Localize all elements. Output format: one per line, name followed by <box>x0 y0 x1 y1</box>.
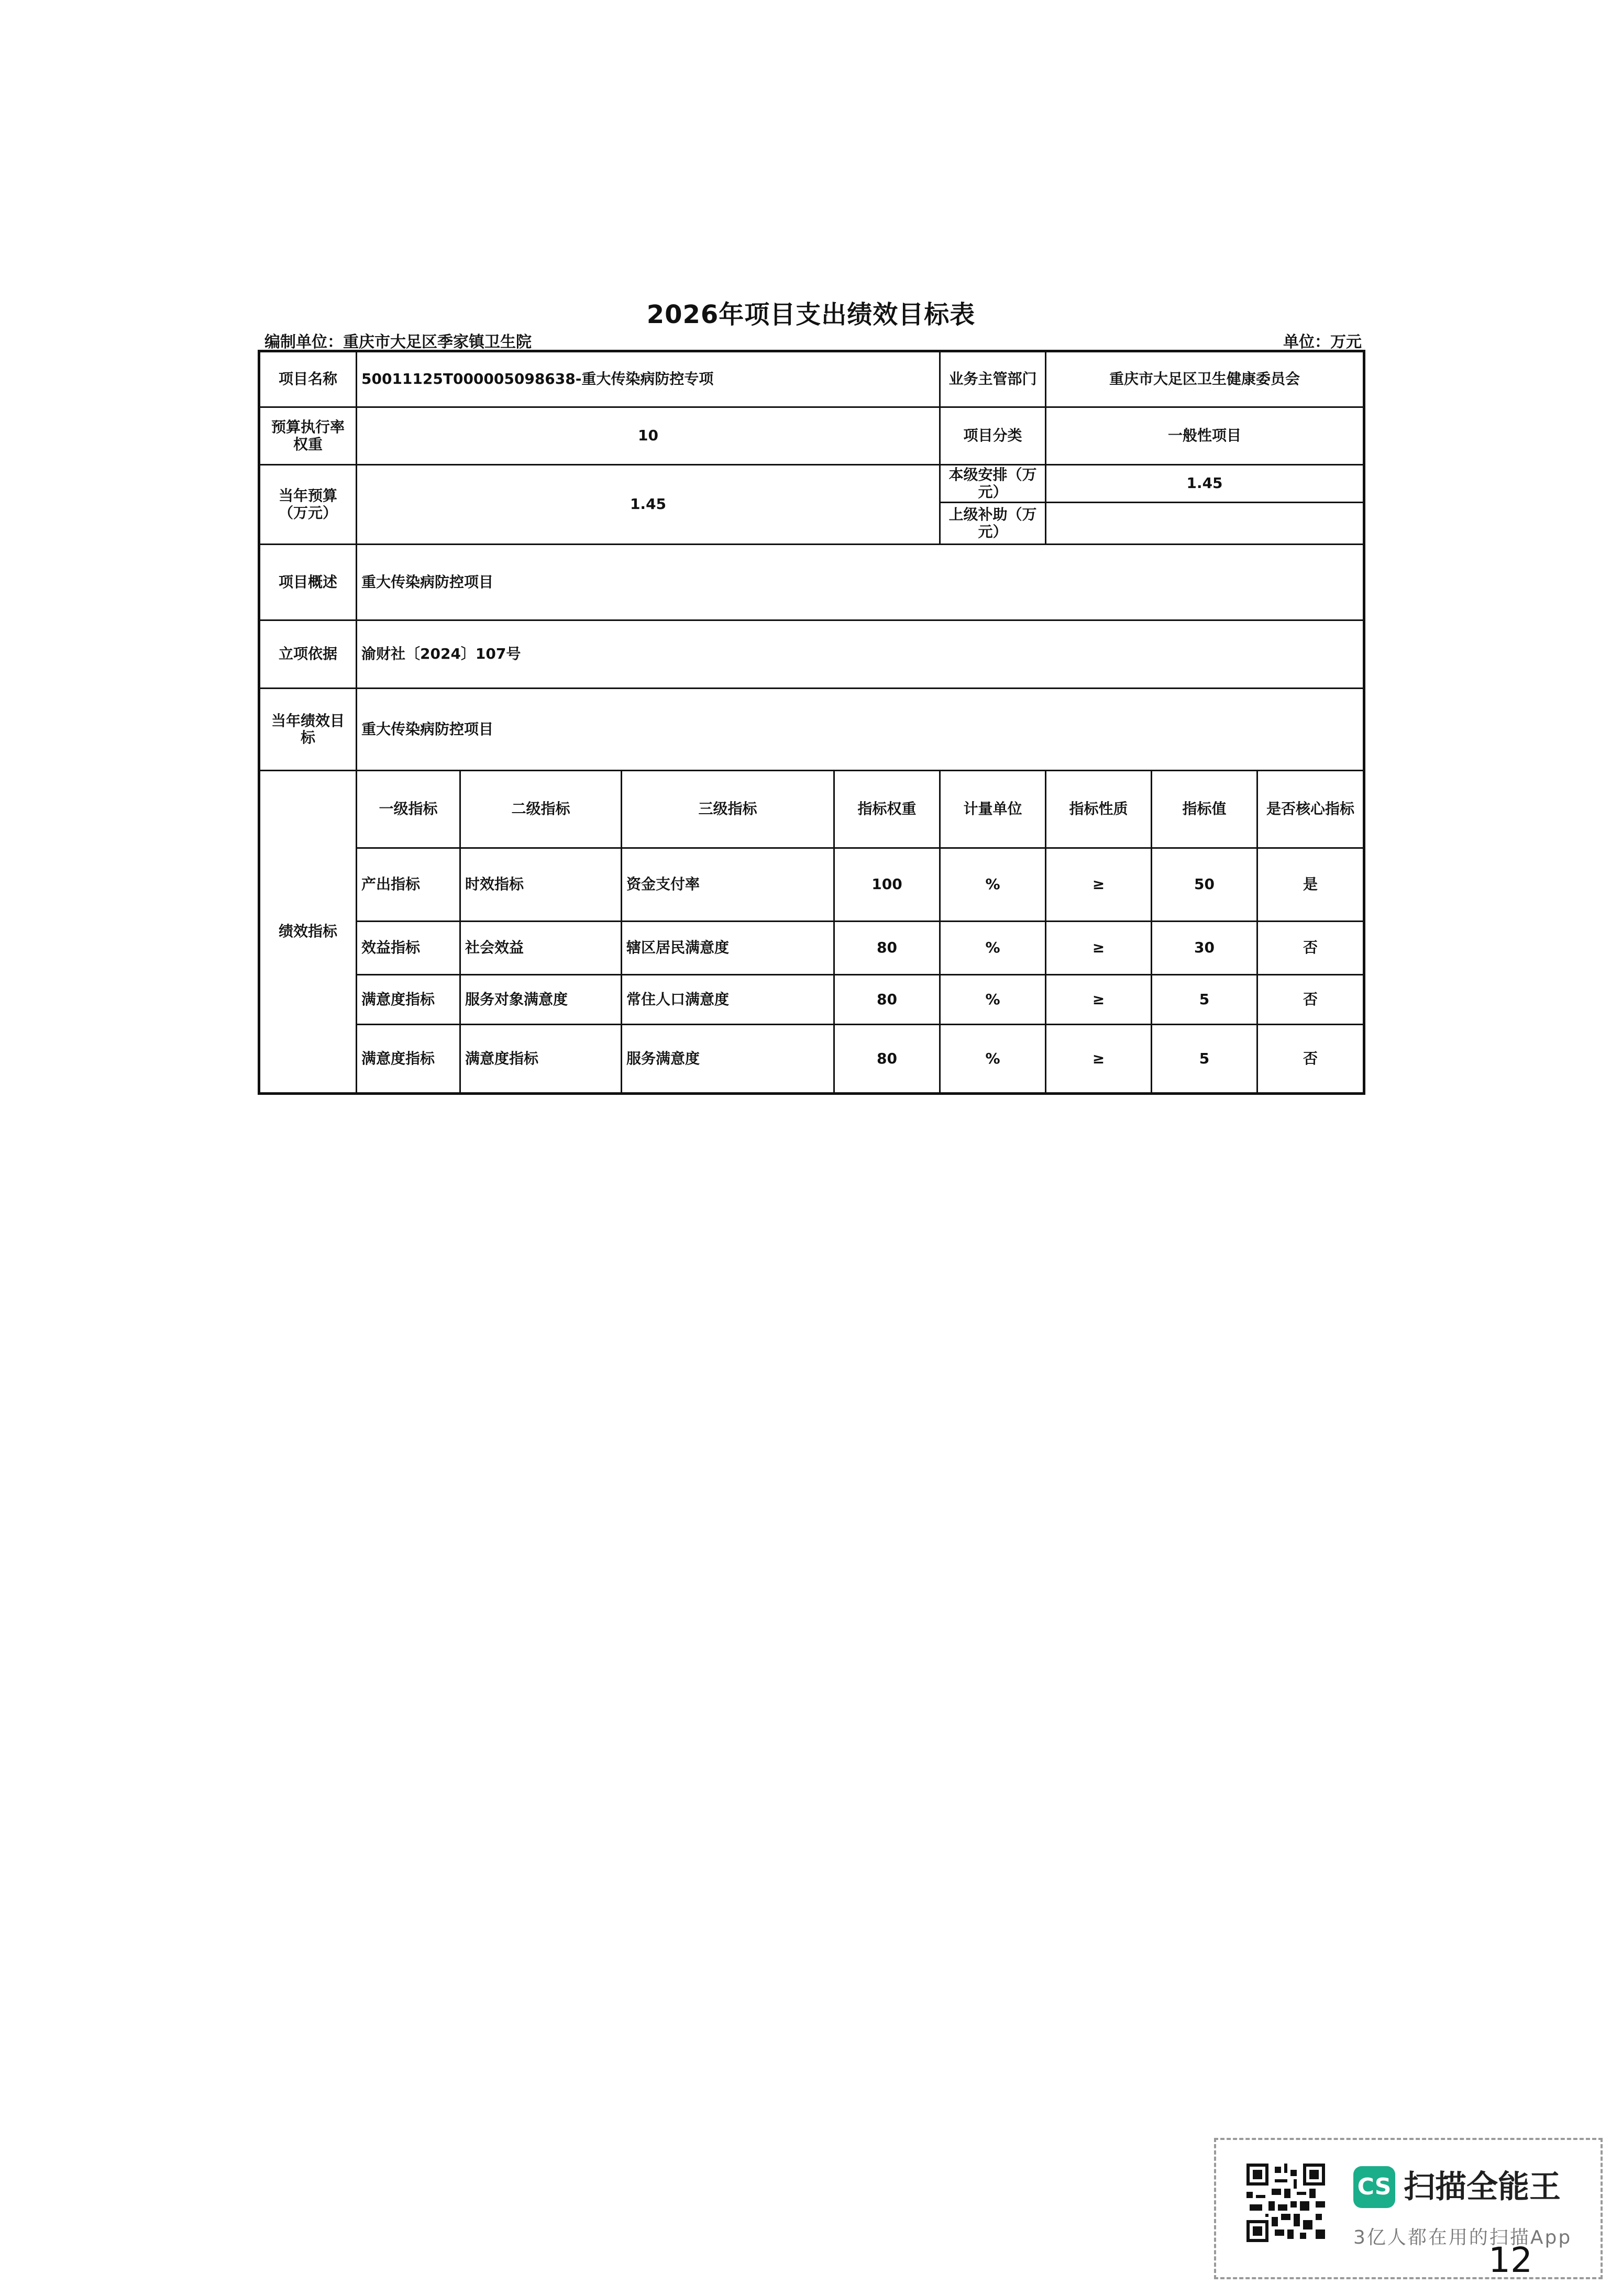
money-unit: 单位：万元 <box>1283 333 1362 351</box>
indicator-header: 三级指标 <box>622 771 834 848</box>
indicator-level2: 服务对象满意度 <box>460 975 622 1025</box>
basis-value: 渝财社〔2024〕107号 <box>357 620 1364 689</box>
indicator-level3: 辖区居民满意度 <box>622 922 834 975</box>
indicator-header: 是否核心指标 <box>1257 771 1364 848</box>
indicator-nature: ≥ <box>1046 922 1152 975</box>
indicator-level1: 满意度指标 <box>357 975 460 1025</box>
indicator-level3: 服务满意度 <box>622 1025 834 1094</box>
indicator-value: 5 <box>1152 1025 1257 1094</box>
upper-value <box>1046 503 1364 545</box>
indicator-core: 否 <box>1257 1025 1364 1094</box>
indicator-core: 否 <box>1257 922 1364 975</box>
category-value: 一般性项目 <box>1046 407 1364 465</box>
indicator-weight: 80 <box>834 975 940 1025</box>
indicator-unit: % <box>940 922 1046 975</box>
indicator-unit: % <box>940 975 1046 1025</box>
indicator-core: 否 <box>1257 975 1364 1025</box>
indicator-header: 一级指标 <box>357 771 460 848</box>
indicator-header: 指标权重 <box>834 771 940 848</box>
indicator-header: 二级指标 <box>460 771 622 848</box>
indicator-value: 30 <box>1152 922 1257 975</box>
category-label: 项目分类 <box>940 407 1046 465</box>
qr-code-icon <box>1246 2164 1325 2242</box>
indicator-level3: 常住人口满意度 <box>622 975 834 1025</box>
dept-value: 重庆市大足区卫生健康委员会 <box>1046 351 1364 407</box>
dept-label: 业务主管部门 <box>940 351 1046 407</box>
brand-slogan: 3亿人都在用的扫描App <box>1353 2227 1572 2248</box>
performance-table <box>258 350 1365 1095</box>
indicator-level2: 时效指标 <box>460 848 622 922</box>
goal-label: 当年绩效目标 <box>259 689 357 771</box>
indicator-nature: ≥ <box>1046 975 1152 1025</box>
camscanner-logo: CS <box>1353 2166 1395 2208</box>
indicator-weight: 80 <box>834 922 940 975</box>
unit-org-value: 重庆市大足区季家镇卫生院 <box>343 333 532 351</box>
brand-name: 扫描全能王 <box>1404 2169 1561 2205</box>
indicator-core: 是 <box>1257 848 1364 922</box>
indicator-nature: ≥ <box>1046 848 1152 922</box>
indicator-level1: 产出指标 <box>357 848 460 922</box>
indicator-value: 5 <box>1152 975 1257 1025</box>
scanner-watermark <box>1214 2138 1603 2279</box>
indicator-level1: 满意度指标 <box>357 1025 460 1094</box>
indicator-level2: 满意度指标 <box>460 1025 622 1094</box>
indicator-header: 指标性质 <box>1046 771 1152 848</box>
overview-label: 项目概述 <box>259 545 357 620</box>
indicator-unit: % <box>940 848 1046 922</box>
indicator-row <box>259 975 1364 1025</box>
indicator-section-label: 绩效指标 <box>259 771 357 1094</box>
budget-value: 1.45 <box>357 465 940 545</box>
indicator-level1: 效益指标 <box>357 922 460 975</box>
upper-label: 上级补助（万元） <box>940 503 1046 545</box>
local-label: 本级安排（万元） <box>940 465 1046 503</box>
project-name: 50011125T000005098638-重大传染病防控专项 <box>357 351 940 407</box>
indicator-value: 50 <box>1152 848 1257 922</box>
indicator-header: 计量单位 <box>940 771 1046 848</box>
page-title: 2026年项目支出绩效目标表 <box>646 300 976 329</box>
unit-org <box>264 329 532 352</box>
goal-value: 重大传染病防控项目 <box>357 689 1364 771</box>
indicator-unit: % <box>940 1025 1046 1094</box>
project-name-label: 项目名称 <box>259 351 357 407</box>
indicator-row <box>259 1025 1364 1094</box>
local-value: 1.45 <box>1046 465 1364 503</box>
indicator-row <box>259 848 1364 922</box>
indicator-nature: ≥ <box>1046 1025 1152 1094</box>
page-number: 12 <box>1488 2240 1532 2280</box>
overview-value: 重大传染病防控项目 <box>357 545 1364 620</box>
indicator-weight: 100 <box>834 848 940 922</box>
indicator-weight: 80 <box>834 1025 940 1094</box>
basis-label: 立项依据 <box>259 620 357 689</box>
weight-value: 10 <box>357 407 940 465</box>
budget-label: 当年预算（万元） <box>259 465 357 545</box>
indicator-level2: 社会效益 <box>460 922 622 975</box>
unit-org-label: 编制单位： <box>264 333 343 351</box>
weight-label: 预算执行率权重 <box>259 407 357 465</box>
indicator-header: 指标值 <box>1152 771 1257 848</box>
indicator-level3: 资金支付率 <box>622 848 834 922</box>
indicator-row <box>259 922 1364 975</box>
